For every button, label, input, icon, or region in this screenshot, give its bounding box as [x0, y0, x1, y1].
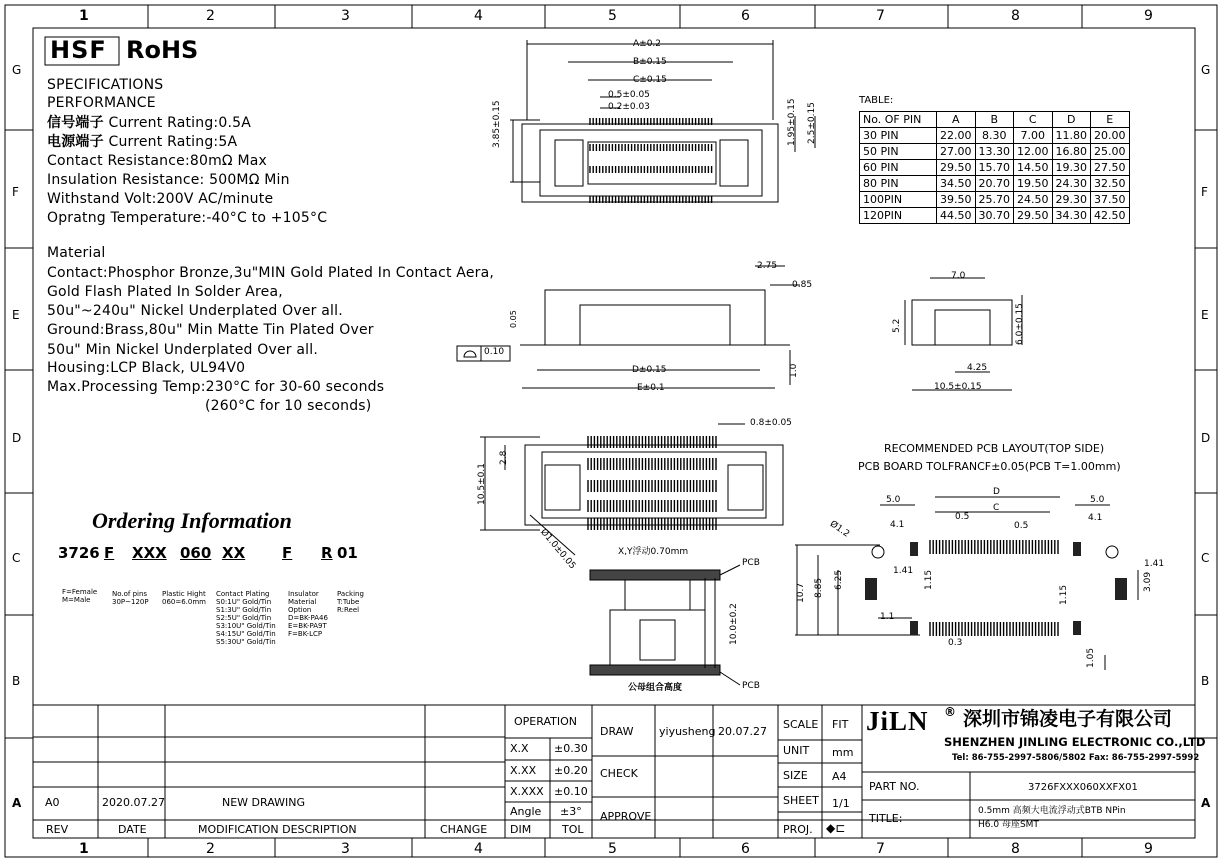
contact-resistance: Contact Resistance:80mΩ Max — [47, 153, 268, 169]
table-row — [860, 208, 1130, 224]
table-cell: 29.50 — [1014, 208, 1053, 224]
row-label: A — [1201, 796, 1211, 810]
dim-h195: 1.95±0.15 — [787, 98, 797, 146]
order-code-base: 3726 — [58, 544, 100, 562]
legend-insulator: Insulator Material Option D=BK-PA46 E=BK-PA9T F=BK-LCP — [288, 590, 328, 639]
check-label: CHECK — [600, 767, 638, 780]
order-code-sex: F — [104, 544, 115, 562]
title-line2: H6.0 母座SMT — [978, 820, 1039, 830]
company-contact: Tel: 86-755-2997-5806/5802 Fax: 86-755-2997-5992 — [952, 753, 1200, 763]
draw-label: DRAW — [600, 725, 634, 738]
table-cell: 19.50 — [1014, 176, 1053, 192]
rev-description: NEW DRAWING — [222, 796, 306, 809]
legend-plating: Contact Plating S0:1U" Gold/Tin S1:3U" Gold/Tin S2:5U" Gold/Tin S3:10U" Gold/Tin S4:15U" Gold/Tin S5:30U" Gold/Tin — [216, 590, 276, 647]
dim-p12: Ø1.2 — [827, 519, 852, 540]
dim-p41-left: 4.1 — [890, 520, 905, 530]
power-rating: 电源端子 Current Rating:5A — [47, 134, 238, 150]
dim-p03: 0.3 — [948, 638, 963, 648]
mate-height-label: 公母组合高度 — [628, 683, 683, 693]
part-no-label: PART NO. — [869, 780, 920, 793]
dim-s10: 1.0 — [789, 363, 799, 378]
row-label: B — [12, 674, 21, 688]
table-cell: 12.00 — [1014, 144, 1053, 160]
row-label: E — [12, 308, 20, 322]
column-label: 9 — [1144, 8, 1153, 24]
row-label: D — [12, 431, 22, 445]
column-label: 3 — [341, 8, 350, 24]
dim-pitch: 0.5±0.05 — [608, 90, 650, 100]
title-line1: 0.5mm 高频大电流浮动式BTB NPin — [978, 806, 1126, 816]
dim-t105: 10.5±0.1 — [477, 463, 487, 505]
dim-s275: 2.75 — [757, 261, 778, 271]
rev-date: 2020.07.27 — [102, 796, 165, 809]
table-cell: 32.50 — [1091, 176, 1130, 192]
dim-e105: 10.5±0.15 — [934, 382, 982, 392]
company-name-cn: 深圳市锦凌电子有限公司 — [963, 708, 1173, 730]
scale-label: SCALE — [783, 718, 819, 731]
title-label: TITLE: — [869, 812, 903, 825]
table-cell: 27.00 — [937, 144, 976, 160]
table-cell: 34.30 — [1052, 208, 1091, 224]
signal-rating: 信号端子 Current Rating:0.5A — [47, 115, 251, 131]
material-line: (260°C for 10 seconds) — [205, 398, 372, 414]
table-cell: 24.30 — [1052, 176, 1091, 192]
pcb-title: RECOMMENDED PCB LAYOUT(TOP SIDE) — [884, 442, 1105, 455]
dim-e: E±0.1 — [637, 383, 665, 393]
column-label: 7 — [876, 841, 885, 857]
pcb-tolerance: PCB BOARD TOLFRANCF±0.05(PCB T=1.00mm) — [858, 460, 1121, 473]
column-label: 2 — [206, 841, 215, 857]
row-label: C — [12, 551, 21, 565]
table-cell: 20.70 — [975, 176, 1014, 192]
dim-p107: 10.7 — [796, 582, 806, 603]
table-title: TABLE: — [859, 95, 894, 106]
material-line: Contact:Phosphor Bronze,3u"MIN Gold Plated In Contact Aera, — [47, 265, 495, 281]
column-label: 4 — [474, 8, 483, 24]
size-label: SIZE — [783, 769, 808, 782]
column-label: 5 — [608, 8, 617, 24]
tol-head: TOL — [562, 823, 584, 836]
dim-e70: 7.0 — [951, 271, 966, 281]
table-cell: 8.30 — [975, 128, 1014, 144]
proj-label: PROJ. — [783, 823, 813, 836]
dim-d: D±0.15 — [632, 365, 667, 375]
order-code-suffix: 01 — [337, 544, 358, 562]
draw-date: 20.07.27 — [718, 725, 767, 738]
table-cell: E — [1091, 112, 1130, 128]
projection-symbol: ◆⊏ — [826, 821, 846, 835]
operating-temp: Opratng Temperature:-40°C to +105°C — [47, 210, 328, 226]
sheet-value: 1/1 — [832, 797, 850, 810]
table-cell: 42.50 — [1091, 208, 1130, 224]
rohs-logo: RoHS — [126, 36, 199, 64]
dim-pin-width: 0.2±0.03 — [608, 102, 650, 112]
insulation-resistance: Insulation Resistance: 500MΩ Min — [47, 172, 290, 188]
table-cell: 25.00 — [1091, 144, 1130, 160]
row-label: D — [1201, 431, 1211, 445]
unit-label: UNIT — [783, 744, 810, 757]
dim-head: DIM — [510, 823, 532, 836]
company-name-en: SHENZHEN JINLING ELECTRONIC CO.,LTD — [944, 735, 1206, 749]
column-label: 8 — [1011, 8, 1020, 24]
row-label: G — [1201, 63, 1211, 77]
table-row — [860, 144, 1130, 160]
pcb-pad-rows — [930, 540, 1058, 636]
change-head: CHANGE — [440, 823, 488, 836]
pcb-pads — [865, 542, 1127, 635]
legend-packing: Packing T:Tube R:Reel — [337, 590, 364, 615]
table-cell: 11.80 — [1052, 128, 1091, 144]
dim-p625: 6.25 — [834, 569, 844, 590]
material-title: Material — [47, 245, 106, 261]
table-cell: 30 PIN — [860, 128, 937, 144]
dim-t28: 2.8 — [499, 450, 509, 465]
withstand-volt: Withstand Volt:200V AC/minute — [47, 191, 274, 207]
table-cell: 15.70 — [975, 160, 1014, 176]
dim-p115-left: 1.15 — [924, 569, 934, 590]
column-label: 4 — [474, 841, 483, 857]
tol-angle-label: Angle — [510, 805, 542, 818]
table-cell: 50 PIN — [860, 144, 937, 160]
order-code-height: 060 — [180, 544, 212, 562]
dim-s005: 0.05 — [509, 310, 518, 328]
table-cell: 29.50 — [937, 160, 976, 176]
date-head: DATE — [118, 823, 147, 836]
tol-xxx-value: ±0.20 — [554, 764, 588, 777]
dim-p309: 3.09 — [1143, 571, 1153, 592]
table-cell: 39.50 — [937, 192, 976, 208]
row-label: E — [1201, 308, 1209, 322]
scale-value: FIT — [832, 718, 849, 731]
legend-sex: F=Female M=Male — [62, 588, 98, 605]
column-label: 6 — [741, 841, 750, 857]
dim-t08: 0.8±0.05 — [750, 418, 792, 428]
table-cell: 19.30 — [1052, 160, 1091, 176]
dim-b: B±0.15 — [633, 57, 667, 67]
ordering-title: Ordering Information — [92, 508, 292, 533]
column-label: 3 — [341, 841, 350, 857]
unit-value: mm — [832, 746, 854, 759]
dim-p115-right: 1.15 — [1059, 584, 1069, 605]
dim-p50-right: 5.0 — [1090, 495, 1105, 505]
table-row — [860, 128, 1130, 144]
dim-e52: 5.2 — [892, 318, 902, 333]
spec-title: SPECIFICATIONS — [47, 77, 164, 93]
order-code-insulator: F — [282, 544, 293, 562]
perf-title: PERFORMANCE — [47, 95, 156, 111]
table-cell: 120PIN — [860, 208, 937, 224]
dim-p885: 8.85 — [814, 577, 824, 598]
approve-label: APPROVE — [600, 810, 652, 823]
company-logo: JiLN — [866, 706, 929, 736]
table-cell: 37.50 — [1091, 192, 1130, 208]
table-cell: 30.70 — [975, 208, 1014, 224]
table-cell: 20.00 — [1091, 128, 1130, 144]
column-label: 1 — [79, 841, 89, 857]
column-label: 1 — [79, 8, 89, 24]
column-label: 6 — [741, 8, 750, 24]
pcb-label-top: PCB — [742, 558, 760, 568]
dim-p50-left: 5.0 — [886, 495, 901, 505]
material-line: Max.Processing Temp:230°C for 30-60 seconds — [47, 379, 385, 395]
row-label: A — [12, 796, 22, 810]
material-line: Gold Flash Plated In Solder Area, — [47, 284, 283, 300]
registered-mark: ® — [944, 705, 956, 719]
table-cell: 29.30 — [1052, 192, 1091, 208]
tol-xxx-label: X.XX — [510, 764, 537, 777]
part-no: 3726FXXX060XXFX01 — [1028, 782, 1138, 793]
dim-e60: 6.0±0.15 — [1015, 303, 1025, 345]
size-value: A4 — [832, 770, 847, 783]
table-cell: C — [1014, 112, 1053, 128]
column-label: 5 — [608, 841, 617, 857]
table-cell: B — [975, 112, 1014, 128]
table-cell: 34.50 — [937, 176, 976, 192]
table-cell: 27.50 — [1091, 160, 1130, 176]
table-cell: 24.50 — [1014, 192, 1053, 208]
column-label: 9 — [1144, 841, 1153, 857]
mated-section — [590, 565, 740, 685]
table-cell: 80 PIN — [860, 176, 937, 192]
row-label: B — [1201, 674, 1210, 688]
dim-p05a: 0.5 — [955, 512, 970, 522]
dim-s085: 0.85 — [792, 280, 813, 290]
dim-pc: C — [993, 503, 1000, 513]
table-row — [860, 176, 1130, 192]
order-code-plating: XX — [222, 544, 246, 562]
row-label: F — [1201, 185, 1208, 199]
dim-p41-right: 4.1 — [1088, 513, 1103, 523]
dim-pd: D — [993, 487, 1000, 497]
column-label: 8 — [1011, 841, 1020, 857]
table-cell: D — [1052, 112, 1091, 128]
dim-t10: Ø1.0±0.05 — [538, 527, 578, 572]
table-cell: 13.30 — [975, 144, 1014, 160]
legend-height: Plastic Hight 060=6.0mm — [162, 590, 206, 607]
table-cell: 25.70 — [975, 192, 1014, 208]
flatness-value: 0.10 — [484, 347, 505, 357]
table-cell: 14.50 — [1014, 160, 1053, 176]
material-line: Housing:LCP Black, UL94V0 — [47, 360, 246, 376]
table-cell: 7.00 — [1014, 128, 1053, 144]
float-note: X,Y浮动0.70mm — [618, 547, 689, 557]
tol-angle-value: ±3° — [560, 805, 582, 818]
dim-e425: 4.25 — [967, 363, 988, 373]
tol-xxxx-value: ±0.10 — [554, 785, 588, 798]
table-cell: 22.00 — [937, 128, 976, 144]
end-view — [905, 278, 1022, 390]
dim-p141-left: 1.41 — [893, 566, 914, 576]
table-row — [860, 160, 1130, 176]
dim-c: C±0.15 — [633, 75, 667, 85]
tol-xxxx-label: X.XXX — [510, 785, 544, 798]
dim-a: A±0.2 — [633, 39, 662, 49]
pcb-label-bottom: PCB — [742, 681, 760, 691]
material-line: 50u"~240u" Nickel Underplated Over all. — [47, 303, 343, 319]
plan-view — [477, 424, 783, 555]
dim-p141-right: 1.41 — [1144, 559, 1165, 569]
dim-h385: 3.85±0.15 — [492, 100, 502, 148]
mod-head: MODIFICATION DESCRIPTION — [198, 823, 357, 836]
table-cell: 100PIN — [860, 192, 937, 208]
drawer-name: yiyusheng — [659, 725, 716, 738]
hsf-logo: HSF — [50, 36, 107, 64]
row-label: C — [1201, 551, 1210, 565]
order-code-pins: XXX — [132, 544, 167, 562]
tol-xx-value: ±0.30 — [554, 742, 588, 755]
column-label: 7 — [876, 8, 885, 24]
order-code-packing: R — [321, 544, 333, 562]
rev-value: A0 — [45, 796, 60, 809]
table-cell: 44.50 — [937, 208, 976, 224]
sheet-label: SHEET — [783, 794, 819, 807]
pin-dimension-table — [859, 111, 1130, 224]
dim-p05b: 0.5 — [1014, 521, 1029, 531]
top-view-pins — [590, 118, 712, 203]
dim-p11: 1.1 — [880, 612, 895, 622]
column-label: 2 — [206, 8, 215, 24]
rev-head: REV — [46, 823, 69, 836]
dim-h25: 2.5±0.15 — [807, 102, 817, 144]
table-row — [860, 192, 1130, 208]
row-label: G — [12, 63, 22, 77]
table-row — [860, 112, 1130, 128]
dim-p105: 1.05 — [1086, 647, 1096, 668]
table-cell: No. OF PIN — [860, 112, 937, 128]
operation-label: OPERATION — [514, 715, 577, 728]
dim-mate-height: 10.0±0.2 — [729, 603, 739, 645]
table-cell: 60 PIN — [860, 160, 937, 176]
material-line: Ground:Brass,80u" Min Matte Tin Plated Over — [47, 322, 374, 338]
tol-xx-label: X.X — [510, 742, 529, 755]
table-cell: 16.80 — [1052, 144, 1091, 160]
pcb-layout — [795, 497, 1138, 670]
table-cell: A — [937, 112, 976, 128]
material-line: 50u" Min Nickel Underplated Over all. — [47, 342, 318, 358]
row-label: F — [12, 185, 19, 199]
legend-pins: No.of pins 30P~120P — [112, 590, 149, 607]
plan-view-pins — [588, 436, 716, 530]
